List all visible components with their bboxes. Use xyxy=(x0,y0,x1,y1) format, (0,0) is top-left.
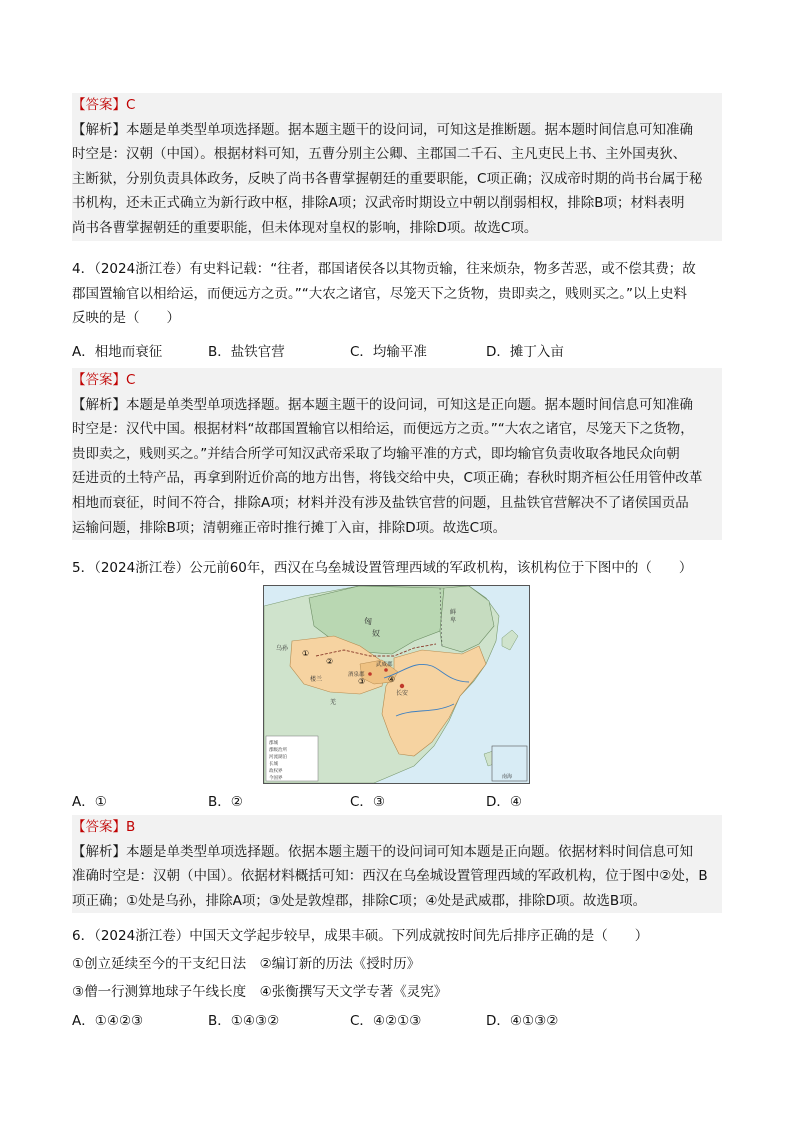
q4-analysis-line: 贵即卖之，贱则买之。”并结合所学可知汉武帝采取了均输平准的方式，即均输官负责收取各地民众向朝 xyxy=(72,445,680,462)
q6-option-c: C．④②①③ xyxy=(350,1013,422,1029)
map-label: 楼兰 xyxy=(310,676,323,683)
q5-stem xyxy=(72,556,722,581)
changan-marker xyxy=(400,684,404,688)
legend-entry: 今国界 xyxy=(269,776,283,781)
q3-analysis-line: 【解析】本题是单类型单项选择题。据本题主题干的设问词，可知这是推断题。据本题时间信息可知准确 xyxy=(72,121,693,138)
q5-option-c: C．③ xyxy=(350,794,386,810)
q4-answer-block xyxy=(72,368,722,540)
q5-option-a: A．① xyxy=(72,794,107,810)
q5-options xyxy=(72,790,722,812)
q5-answer-block xyxy=(72,815,722,913)
q3-analysis-line: 主断狱，分别负责具体政务，反映了尚书各曹掌握朝廷的重要职能，C项正确；汉成帝时期的尚书台属于秘 xyxy=(72,170,703,187)
q6-options xyxy=(72,1009,722,1031)
legend-entry: 郡级治所 xyxy=(269,748,287,753)
q4-option-a: A．相地而衰征 xyxy=(72,344,163,360)
q4-analysis-line: 运输问题，排除B项；清朝雍正帝时推行摊丁入亩，排除D项。故选C项。 xyxy=(72,519,507,536)
map-label: 南海 xyxy=(502,774,513,780)
q6-stem-line: 6．（2024浙江卷）中国天文学起步较早，成果丰硕。下列成就按时间先后排序正确的是（ ） xyxy=(72,928,649,944)
q3-analysis-line: 时空是：汉朝（中国）。根据材料可知，五曹分别主公卿、主郡国二千石、主凡吏民上书、主外国夷狄、 xyxy=(72,146,687,163)
map-label: 卑 xyxy=(450,617,457,624)
q4-stem-line: 郡国置输官以相给运，而便远方之贡。”“大农之诸官，尽笼天下之货物，贵即卖之，贱则买之。”以上史料 xyxy=(72,285,687,302)
q6-option-d: D．④①③② xyxy=(486,1013,559,1029)
wuwei-marker xyxy=(384,668,388,672)
q5-analysis-line: 项正确；①处是乌孙，排除A项；③处是敦煌郡，排除C项；④处是武威郡，排除D项。故选B项。 xyxy=(72,892,647,909)
q5-option-b: B．② xyxy=(208,794,243,810)
q4-analysis-line: 廷进贡的土特产品，再拿到附近价高的地方出售，将钱交给中央，C项正确；春秋时期齐桓公任用管仲改革 xyxy=(72,470,703,487)
q3-answer-block xyxy=(72,93,722,241)
legend-entry: 政权界 xyxy=(269,769,283,774)
map-label: 匈 xyxy=(364,617,372,626)
q6-items xyxy=(72,952,722,1008)
map-label: 乌孙 xyxy=(276,645,289,652)
map-label: 武威郡 xyxy=(376,662,393,668)
q4-analysis-line: 时空是：汉代中国。根据材料“故郡国置输官以相给运，而便远方之贡。”“大农之诸官，尽笼天下之货物， xyxy=(72,421,694,438)
q6-stem xyxy=(72,924,722,949)
legend-entry: 河流湖泊 xyxy=(269,755,287,760)
legend-entry: 郡城 xyxy=(269,741,278,746)
jiuquan-marker xyxy=(368,672,372,676)
han-dynasty-map xyxy=(263,585,530,784)
q6-items-line: ①创立延续至今的干支纪日法 ②编订新的历法《授时历》 xyxy=(72,956,421,972)
map-label: 酒泉郡 xyxy=(348,672,365,678)
map-marker-3: ③ xyxy=(358,677,366,686)
q4-answer: 【答案】C xyxy=(72,372,136,388)
q5-analysis-line: 准确时空是：汉朝（中国）。依据材料概括可知：西汉在乌垒城设置管理西域的军政机构，位于图中②处，B xyxy=(72,868,708,885)
map-label: 鲜 xyxy=(450,609,457,616)
q5-answer: 【答案】B xyxy=(72,819,136,835)
q3-analysis-line: 尚书各曹掌握朝廷的重要职能，但未体现对皇权的影响，排除D项。故选C项。 xyxy=(72,219,538,236)
q4-option-b: B．盐铁官营 xyxy=(208,344,285,360)
legend-entry: 长城 xyxy=(269,762,278,767)
q4-stem-line: 反映的是（ ） xyxy=(72,310,180,327)
q6-option-a: A．①④②③ xyxy=(72,1013,144,1029)
q5-option-d: D．④ xyxy=(486,794,522,810)
q3-answer: 【答案】C xyxy=(72,97,136,113)
map-label: 长安 xyxy=(396,690,409,697)
q6-option-b: B．①④③② xyxy=(208,1013,280,1029)
q4-option-d: D．摊丁入亩 xyxy=(486,344,564,360)
q4-options xyxy=(72,340,722,362)
map-label: 奴 xyxy=(372,629,380,638)
map-marker-1: ① xyxy=(302,649,310,658)
q4-stem-line: 4．（2024浙江卷）有史料记载：“往者，郡国诸侯各以其物贡输，往来烦杂，物多苦恶，或不偿其费；故 xyxy=(72,261,696,277)
map-marker-2: ② xyxy=(326,657,334,666)
map-svg xyxy=(264,586,529,783)
q6-items-line: ③僧一行测算地球子午线长度 ④张衡撰写天文学专著《灵宪》 xyxy=(72,984,448,1000)
q4-analysis-line: 【解析】本题是单类型单项选择题。据本题主题干的设问词，可知这是正向题。据本题时间信息可知准确 xyxy=(72,396,693,413)
q4-option-c: C．均输平准 xyxy=(350,344,427,360)
map-label: 羌 xyxy=(330,699,337,706)
q3-analysis-line: 书机构，还未正式确立为新行政中枢，排除A项；汉武帝时期设立中朝以削弱相权，排除B项；材料表明 xyxy=(72,195,685,212)
q4-analysis-line: 相地而衰征，时间不符合，排除A项；材料并没有涉及盐铁官营的问题，且盐铁官营解决不了诸侯国贡品 xyxy=(72,494,689,511)
q5-stem-line: 5．（2024浙江卷）公元前60年，西汉在乌垒城设置管理西域的军政机构，该机构位于下图中的（ ） xyxy=(72,560,693,576)
map-marker-4: ④ xyxy=(388,675,396,684)
q4-stem xyxy=(72,257,722,331)
q5-analysis-line: 【解析】本题是单类型单项选择题。依据本题主题干的设问词可知本题是正向题。依据材料时间信息可知 xyxy=(72,843,693,860)
